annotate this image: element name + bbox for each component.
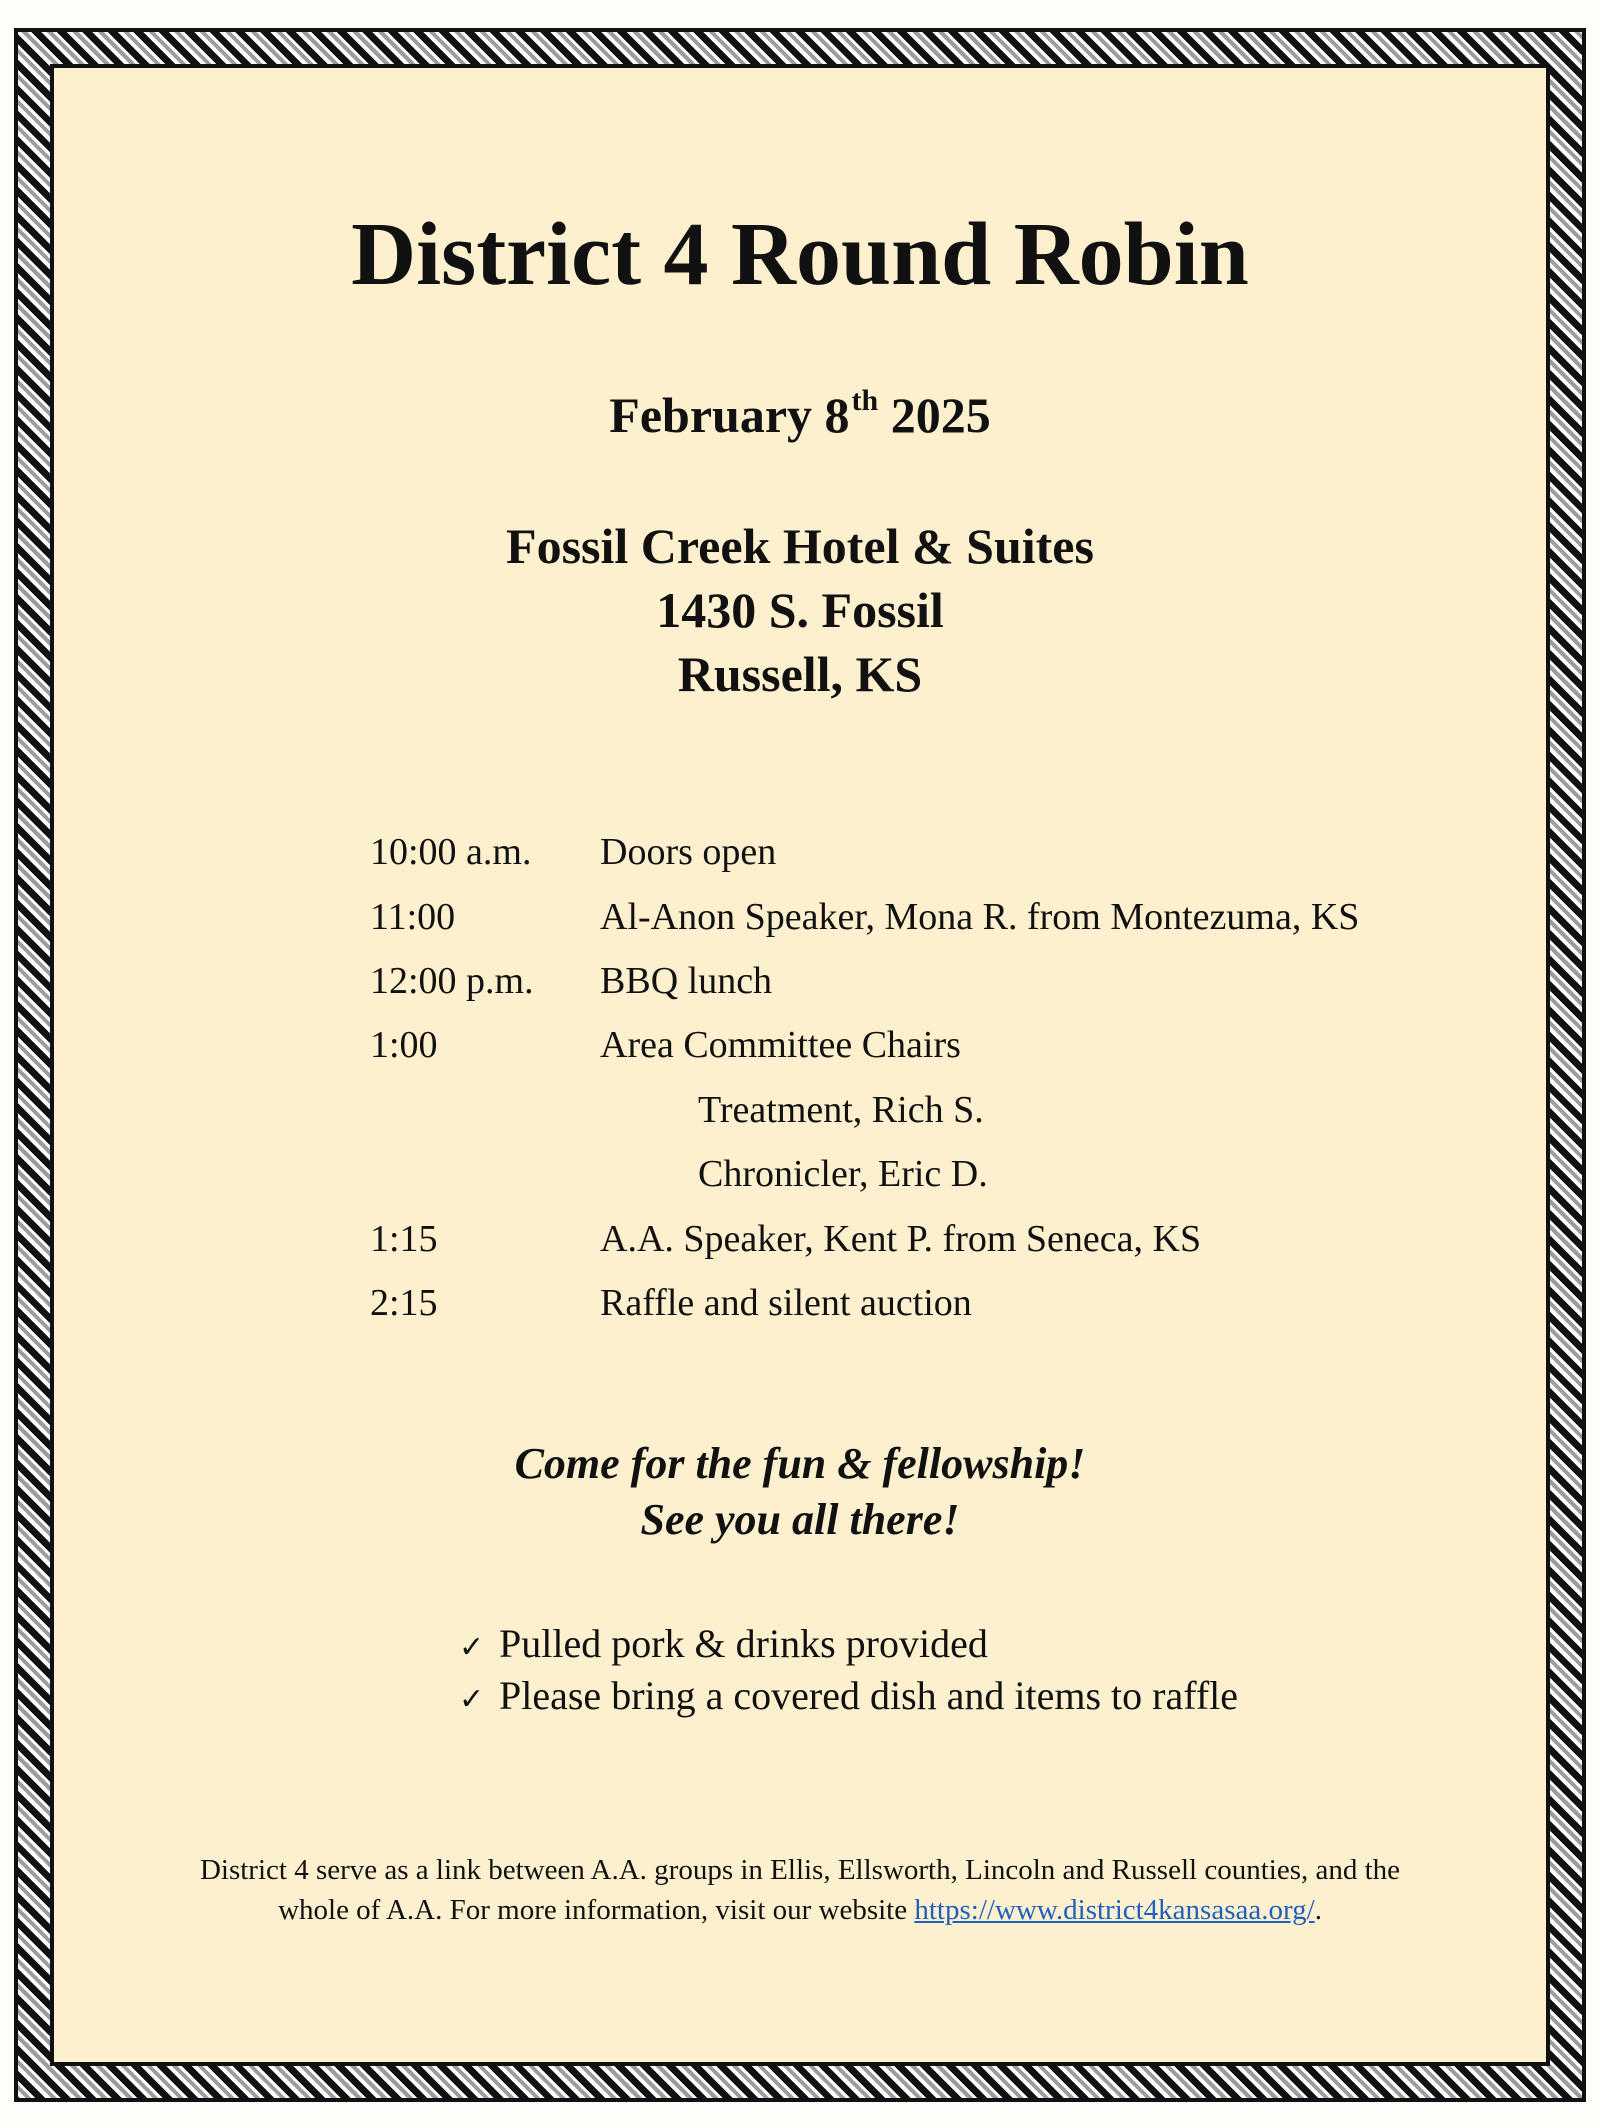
schedule-row [370,1013,1570,1077]
schedule-desc: Raffle and silent auction [600,1281,972,1324]
checkmark-icon: ✓ [459,1682,485,1717]
footer-line [54,1890,1546,1930]
closing-line: See you all there! [640,1495,960,1544]
schedule-row [370,1271,1570,1335]
checklist-item [459,1672,1238,1724]
checklist-text: Please bring a covered dish and items to raffle [499,1673,1239,1718]
footer [54,1850,1546,1930]
footer-line: District 4 serve as a link between A.A. groups in Ellis, Ellsworth, Lincoln and Russell counties, and the [199,1854,1401,1886]
venue-block [54,514,1546,706]
schedule-subitem: Chronicler, Eric D. [698,1153,988,1196]
schedule-row [370,949,1570,1013]
checklist-item [459,1620,1238,1672]
schedule-row [370,820,1570,884]
footer-text: whole of A.A. For more information, visit our website [278,1894,908,1926]
schedule-desc: Doors open [600,831,777,874]
schedule-time: 1:00 [370,1024,438,1067]
page-title: District 4 Round Robin [351,205,1249,304]
schedule-row [370,1142,1570,1206]
venue-address: 1430 S. Fossil [656,582,944,638]
closing-line: Come for the fun & fellowship! [514,1439,1086,1488]
schedule-row [370,1078,1570,1142]
date-year: 2025 [890,387,991,443]
event-date [54,384,1546,443]
venue-name: Fossil Creek Hotel & Suites [506,518,1094,574]
date-suffix: th [851,384,879,417]
checkmark-icon: ✓ [459,1630,485,1665]
venue-city: Russell, KS [677,646,923,702]
flyer-content [54,68,1546,2062]
checklist [459,1620,1238,1724]
schedule-desc: Area Committee Chairs [600,1024,961,1067]
schedule-desc: A.A. Speaker, Kent P. from Seneca, KS [600,1217,1202,1260]
schedule-time: 2:15 [370,1281,438,1324]
schedule-desc: Al-Anon Speaker, Mona R. from Montezuma, KS [600,895,1360,938]
website-link[interactable]: https://www.district4kansasaa.org/ [914,1894,1315,1926]
schedule-desc: BBQ lunch [600,959,773,1002]
date-month-day: February 8 [609,387,850,443]
footer-period: . [1314,1894,1322,1926]
schedule-row [370,884,1570,948]
flyer-border [14,28,1586,2102]
closing-message [54,1436,1546,1548]
schedule-time: 10:00 a.m. [370,831,532,874]
schedule-row [370,1206,1570,1270]
schedule-time: 12:00 p.m. [370,959,534,1002]
checklist-text: Pulled pork & drinks provided [499,1621,988,1666]
schedule-subitem: Treatment, Rich S. [698,1088,984,1131]
schedule [370,820,1570,1335]
schedule-time: 11:00 [370,895,456,938]
schedule-time: 1:15 [370,1217,438,1260]
